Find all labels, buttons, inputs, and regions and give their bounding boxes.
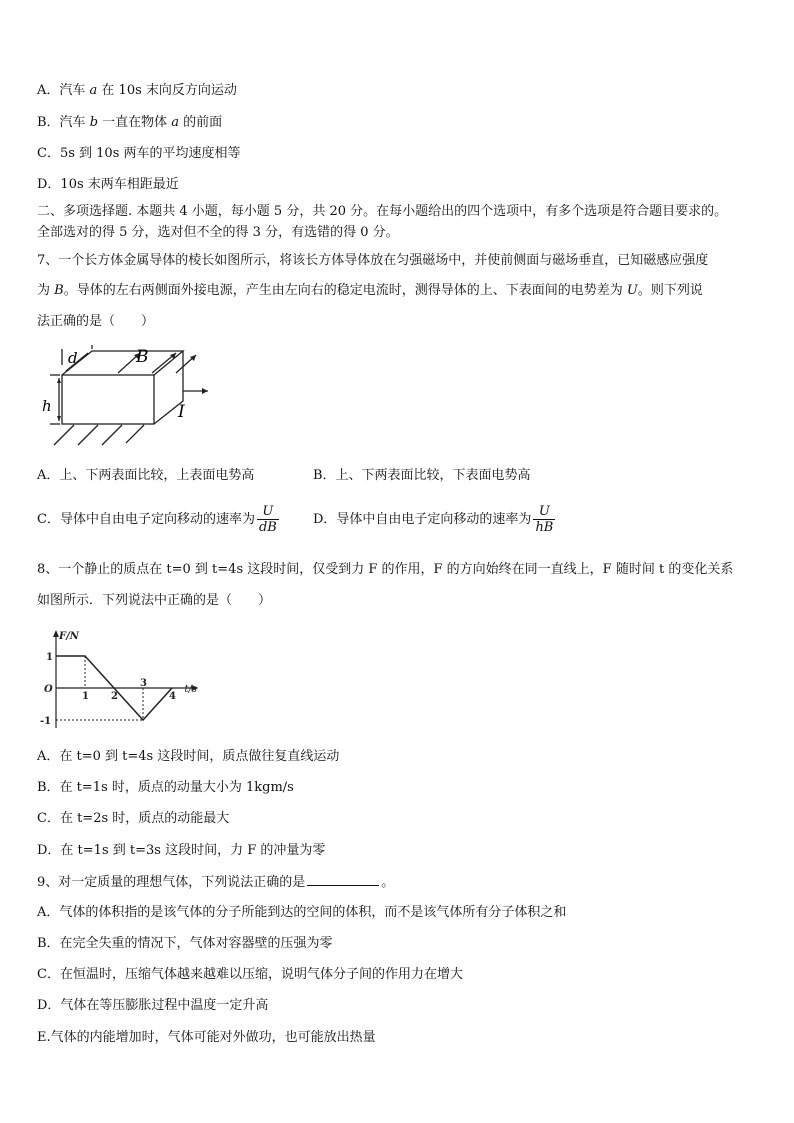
y-tick-label-1: 1 [46, 652, 53, 663]
q7-option-c: C．导体中自由电子定向移动的速率为 $\frac{U}{dB}$ [37, 504, 277, 535]
x-tick-label-2: 2 [111, 691, 118, 702]
x-tick-label-3: 3 [140, 678, 147, 689]
q9-stem: 9、对一定质量的理想气体，下列说法正确的是 。 [37, 875, 395, 890]
label-I: I [178, 402, 185, 422]
x-tick-label-1: 1 [82, 691, 89, 702]
y-tick-label-neg1: -1 [40, 716, 52, 727]
q7-option-d-fraction: $\frac{U}{hB}$ [535, 504, 554, 535]
conductor-front-face [62, 375, 154, 424]
q6-option-c: C．5s 到 10s 两车的平均速度相等 [37, 146, 241, 161]
q7-stem-line1: 7、一个长方体金属导体的棱长如图所示，将该长方体导体放在匀强磁场中，并使前侧面与磁场垂直，已知磁感应强度 [37, 253, 709, 268]
q6-option-b: B．汽车 b 一直在物体 a 的前面 [37, 115, 223, 130]
origin-label: O [44, 684, 53, 695]
q9-option-b: B．在完全失重的情况下，气体对容器壁的压强为零 [37, 936, 333, 951]
q8-force-time-chart [36, 628, 216, 728]
q9-option-e: E.气体的内能增加时，气体可能对外做功，也可能放出热量 [37, 1030, 376, 1045]
q8-stem-line1: 8、一个静止的质点在 t=0 到 t=4s 这段时间，仅受到力 F 的作用，F 的方向始终在同一直线上，F 随时间 t 的变化关系 [37, 562, 734, 577]
answer-blank[interactable] [307, 873, 379, 886]
q9-option-c: C．在恒温时，压缩气体越来越难以压缩，说明气体分子间的作用力在增大 [37, 967, 463, 982]
q8-option-d: D．在 t=1s 到 t=3s 这段时间，力 F 的冲量为零 [37, 843, 326, 858]
q6-option-d: D．10s 末两车相距最近 [37, 177, 179, 192]
q8-stem-line2: 如图所示．下列说法中正确的是（ ） [37, 593, 272, 608]
q6-option-a: A．汽车 a 在 10s 末向反方向运动 [37, 83, 237, 98]
label-h: h [42, 397, 52, 415]
q8-option-b: B．在 t=1s 时，质点的动量大小为 1kgm/s [37, 780, 294, 795]
q8-option-a: A．在 t=0 到 t=4s 这段时间，质点做往复直线运动 [37, 749, 340, 764]
q7-stem-line2: 为 B。导体的左右两侧面外接电源，产生由左向右的稳定电流时，测得导体的上、下表面间的电势差为 U。则下列说 [37, 283, 703, 298]
y-axis-label: F/N [59, 631, 79, 642]
section2-header-line1: 二、多项选择题. 本题共 4 小题，每小题 5 分，共 20 分。在每小题给出的四个选项中，有多个选项是符合题目要求的。 [37, 204, 728, 219]
label-d: d [68, 349, 78, 367]
x-axis-label: t/s [184, 684, 198, 695]
q9-option-d: D．气体在等压膨胀过程中温度一定升高 [37, 998, 269, 1013]
section2-header-line2: 全部选对的得 5 分，选对但不全的得 3 分，有选错的得 0 分。 [37, 225, 399, 240]
label-B: B [136, 347, 149, 367]
q7-option-a: A．上、下两表面比较，上表面电势高 [37, 468, 255, 483]
q7-option-d: D．导体中自由电子定向移动的速率为 $\frac{U}{hB}$ [313, 504, 554, 535]
q9-option-a: A．气体的体积指的是该气体的分子所能到达的空间的体积，而不是该气体所有分子体积之和 [37, 905, 567, 920]
q7-option-c-fraction: $\frac{U}{dB}$ [258, 504, 277, 535]
q7-stem-line3: 法正确的是（ ） [37, 314, 155, 329]
q7-option-b: B．上、下两表面比较，下表面电势高 [313, 468, 531, 483]
x-tick-label-4: 4 [169, 691, 176, 702]
q8-option-c: C．在 t=2s 时，质点的动能最大 [37, 811, 230, 826]
q7-conductor-figure [40, 345, 210, 450]
